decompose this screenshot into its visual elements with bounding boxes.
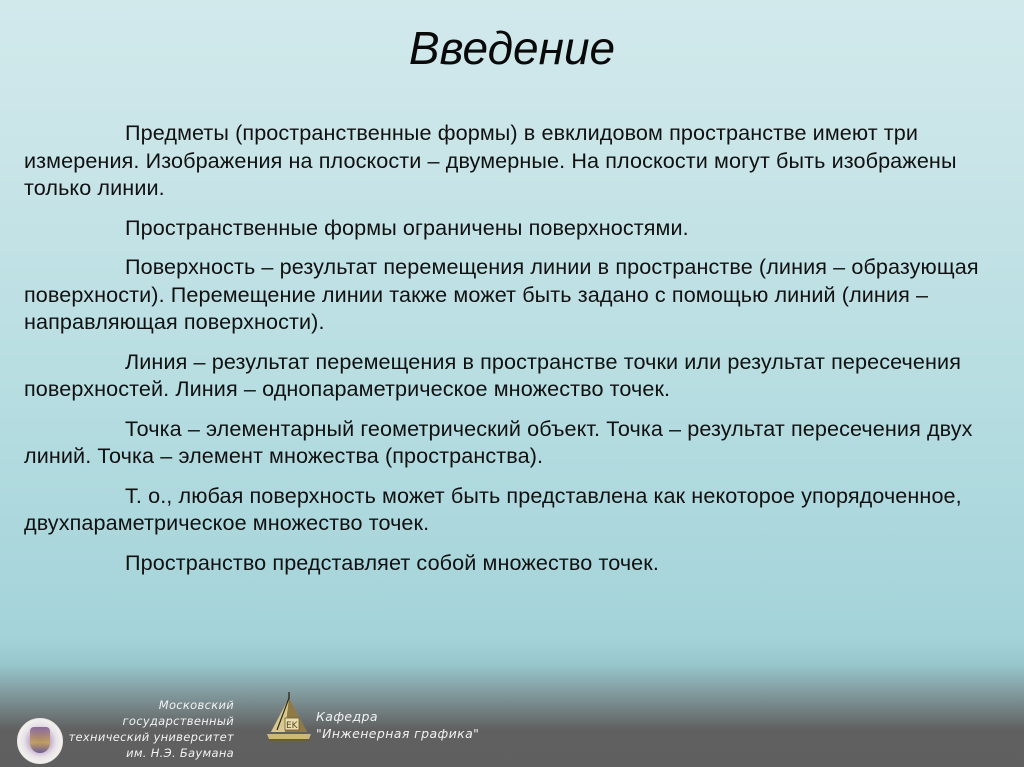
paragraph-forms-surfaces: Пространственные формы ограничены поверхностями. — [125, 214, 689, 240]
university-emblem-icon — [17, 718, 63, 764]
university-name-line-2: технический университет — [68, 730, 234, 744]
paragraph-space-definition: Пространство представляет собой множество точек. — [125, 549, 659, 575]
paragraph-objects-dimensions: Предметы (пространственные формы) в евклидовом пространстве имеют три измерения. Изображения на плоскости – двумерные. На плоскости могут быть изображены только линии. — [24, 120, 957, 200]
svg-text:EK: EK — [286, 721, 298, 731]
department-pyramid-logo-icon — [265, 690, 313, 742]
footer-band — [0, 688, 1024, 758]
paragraph-surface-conclusion: Т. о., любая поверхность может быть представлена как некоторое упорядоченное, двухпараметрическое множество точек. — [24, 482, 962, 535]
department-name-line-1: Кафедра — [316, 709, 378, 724]
university-name — [58, 697, 234, 761]
department-name — [316, 708, 479, 742]
paragraph-line-definition: Линия – результат перемещения в пространстве точки или результат пересечения поверхностей. Линия – однопараметрическое множество точек. — [24, 348, 961, 401]
university-name-line-3: им. Н.Э. Баумана — [126, 746, 234, 760]
slide-title: Введение — [408, 22, 616, 74]
university-name-line-1: Московский государственный — [122, 698, 234, 728]
department-name-line-2: "Инженерная графика" — [316, 726, 480, 741]
paragraph-point-definition: Точка – элементарный геометрический объект. Точка – результат пересечения двух линий. Точка – элемент множества (пространства). — [24, 415, 973, 468]
emblem-crest — [30, 727, 50, 753]
paragraph-surface-definition: Поверхность – результат перемещения линии в пространстве (линия – образующая поверхности). Перемещение линии также может быть задано с помощью линий (линия – направляющая поверхности). — [24, 254, 979, 334]
slide-body — [24, 119, 999, 588]
